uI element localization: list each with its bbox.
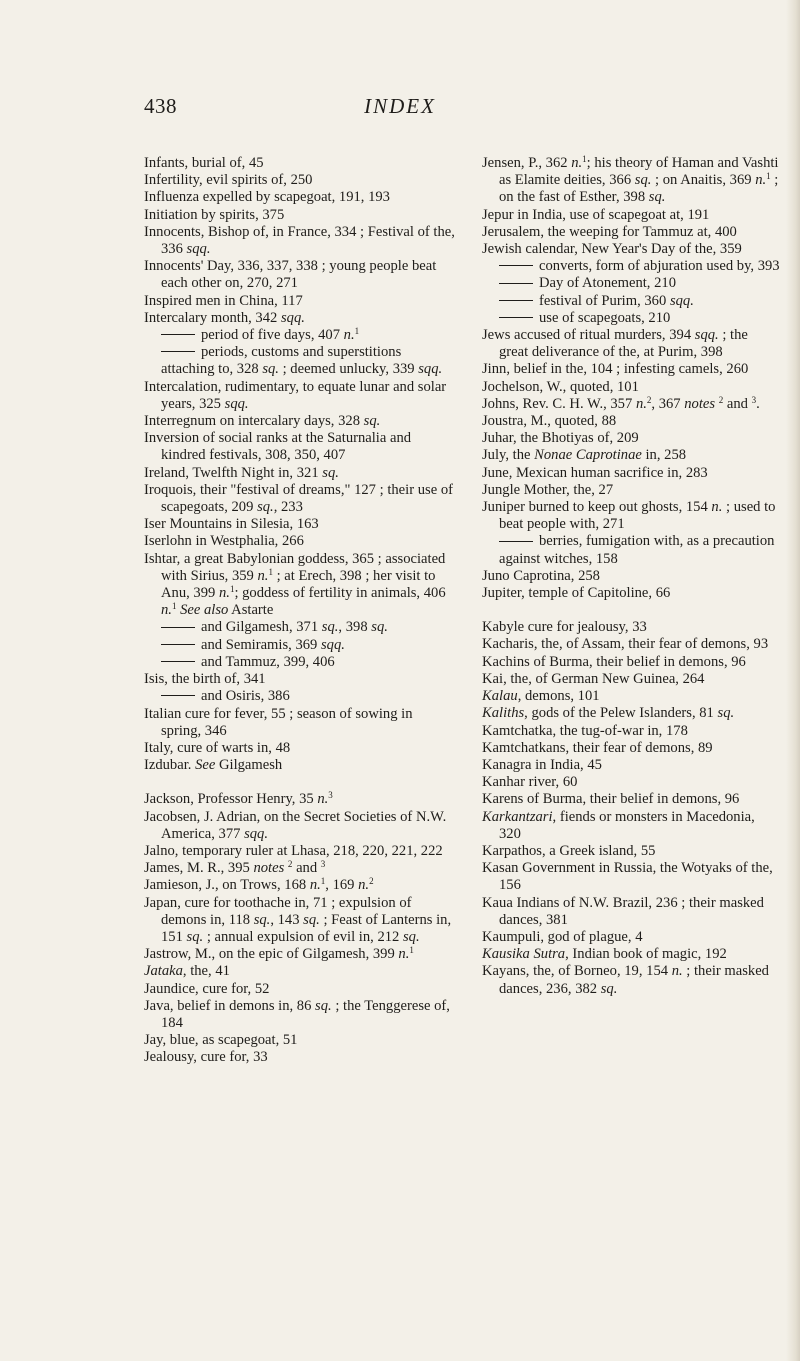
- index-entry: Italian cure for fever, 55 ; season of sowing in spring, 346: [144, 705, 413, 739]
- index-entry: Joustra, M., quoted, 88: [482, 413, 617, 430]
- index-entry: Jastrow, M., on the epic of Gilgamesh, 399 n.$^1$: [144, 945, 414, 963]
- index-subentry: festival of Purim, 360 sqq.: [482, 293, 780, 310]
- index-entry: July, the Nonae Caprotinae in, 258: [482, 447, 687, 464]
- index-entry: Kachins of Burma, their belief in demons, 96: [482, 653, 746, 670]
- index-entry: Kabyle cure for jealousy, 33: [482, 619, 647, 636]
- index-entry: Karpathos, a Greek island, 55: [482, 842, 656, 859]
- repeat-dash: [499, 541, 533, 542]
- index-entry: Infants, burial of, 45: [144, 155, 264, 171]
- repeat-dash: [161, 627, 195, 628]
- index-entry: Izdubar. See Gilgamesh: [144, 757, 283, 774]
- index-entry: Kacharis, the, of Assam, their fear of demons, 93: [482, 636, 769, 653]
- index-entry: Iserlohn in Westphalia, 266: [144, 533, 304, 550]
- index-entry: Kasan Government in Russia, the Wotyaks of the, 156: [482, 860, 773, 894]
- repeat-dash: [499, 265, 533, 266]
- index-entry: Jaundice, cure for, 52: [144, 980, 270, 997]
- index-entry: Kaumpuli, god of plague, 4: [482, 928, 643, 945]
- repeat-dash: [161, 334, 195, 335]
- repeat-dash: [161, 695, 195, 696]
- index-entry: Jinn, belief in the, 104 ; infesting camels, 260: [482, 361, 749, 378]
- index-entry: Initiation by spirits, 375: [144, 206, 285, 223]
- index-entry: Intercalary month, 342 sqq.: [144, 309, 305, 326]
- letter-section-gap: [482, 602, 780, 619]
- index-entry: Kalau, demons, 101: [482, 688, 600, 705]
- index-entry: Kamtchatka, the tug-of-war in, 178: [482, 722, 688, 739]
- index-entry: Iroquois, their "festival of dreams," 127 ; their use of scapegoats, 209 sq., 233: [144, 481, 453, 516]
- index-entry: Isis, the birth of, 341: [144, 671, 266, 688]
- index-subentry: converts, form of abjuration used by, 393: [482, 258, 780, 275]
- index-entry: Juniper burned to keep out ghosts, 154 n. ; used to beat people with, 271: [482, 499, 776, 533]
- index-entry: James, M. R., 395 notes $^2$ and $^3$: [144, 859, 326, 877]
- index-entry: Kamtchatkans, their fear of demons, 89: [482, 739, 713, 756]
- index-entry: Jataka, the, 41: [144, 963, 230, 980]
- index-entry: Inversion of social ranks at the Saturnalia and kindred festivals, 308, 350, 407: [144, 430, 412, 464]
- index-entry: Jewish calendar, New Year's Day of the, 359: [482, 241, 742, 258]
- index-entry: Innocents, Bishop of, in France, 334 ; Festival of the, 336 sqq.: [144, 223, 455, 258]
- index-entry: Kayans, the, of Borneo, 19, 154 n. ; their masked dances, 236, 382 sq.: [482, 963, 769, 997]
- index-subentry: periods, customs and superstitions attaching to, 328 sq. ; deemed unlucky, 339 sqq.: [161, 344, 443, 378]
- index-entry: Jupiter, temple of Capitoline, 66: [482, 585, 671, 602]
- index-entry: Jungle Mother, the, 27: [482, 481, 614, 498]
- index-subentry: use of scapegoats, 210: [482, 310, 780, 327]
- repeat-dash: [499, 317, 533, 318]
- index-entry: Japan, cure for toothache in, 71 ; expulsion of demons in, 118 sq., 143 sq. ; Feast of Lanterns in, 151 sq. ; annual expulsion of evil in, 212 sq.: [144, 894, 452, 945]
- index-entry: Kaliths, gods of the Pelew Islanders, 81 sq.: [482, 705, 735, 722]
- index-entry: Kai, the, of German New Guinea, 264: [482, 670, 705, 687]
- index-entry: Karens of Burma, their belief in demons, 96: [482, 791, 740, 808]
- index-subentry: Day of Atonement, 210: [482, 275, 780, 292]
- index-subentry: and Gilgamesh, 371 sq., 398 sq.: [144, 619, 456, 636]
- index-entry: Jews accused of ritual murders, 394 sqq. ; the great deliverance of the, at Purim, 398: [482, 327, 748, 361]
- index-entry: Italy, cure of warts in, 48: [144, 739, 291, 756]
- index-column-left: [144, 155, 456, 1067]
- repeat-dash: [161, 644, 195, 645]
- index-entry: Jamieson, J., on Trows, 168 n.$^1$, 169 n.$^2$: [144, 876, 374, 894]
- index-entry: Kanhar river, 60: [482, 774, 578, 791]
- repeat-dash: [161, 661, 195, 662]
- repeat-dash: [499, 283, 533, 284]
- index-entry: Jerusalem, the weeping for Tammuz at, 400: [482, 223, 737, 240]
- index-entry: Ishtar, a great Babylonian goddess, 365 ; associated with Sirius, 359 n.$^1$ ; at Erech, 398 ; her visit to Anu, 399 n.$^1$; goddess of fertility in animals, 406 n.$^1$ See also Astarte: [144, 550, 446, 619]
- index-entry: Kanagra in India, 45: [482, 756, 602, 773]
- index-entry: Infertility, evil spirits of, 250: [144, 172, 313, 189]
- index-entry: Juhar, the Bhotiyas of, 209: [482, 430, 639, 447]
- page-edge-shadow: [786, 0, 800, 1361]
- index-entry: Karkantzari, fiends or monsters in Macedonia, 320: [482, 808, 755, 842]
- index-entry: Ireland, Twelfth Night in, 321 sq.: [144, 464, 339, 481]
- index-entry: Jealousy, cure for, 33: [144, 1049, 268, 1066]
- index-subentry: period of five days, 407 n.$^1$: [144, 327, 456, 344]
- index-entry: Kausika Sutra, Indian book of magic, 192: [482, 946, 727, 963]
- index-entry: June, Mexican human sacrifice in, 283: [482, 464, 708, 481]
- index-entry: Jepur in India, use of scapegoat at, 191: [482, 206, 710, 223]
- repeat-dash: [161, 351, 195, 352]
- running-head: [0, 94, 800, 124]
- index-entry: Kaua Indians of N.W. Brazil, 236 ; their masked dances, 381: [482, 894, 764, 928]
- index-subentry: berries, fumigation with, as a precaution against witches, 158: [499, 533, 775, 567]
- index-entry: Innocents' Day, 336, 337, 338 ; young people beat each other on, 270, 271: [144, 258, 437, 292]
- index-entry: Iser Mountains in Silesia, 163: [144, 516, 319, 533]
- index-subentry: and Semiramis, 369 sqq.: [144, 637, 456, 654]
- page-title: INDEX: [364, 94, 436, 118]
- index-entry: Intercalation, rudimentary, to equate lunar and solar years, 325 sqq.: [144, 378, 447, 412]
- page-number: 438: [144, 94, 177, 118]
- index-entry: Jochelson, W., quoted, 101: [482, 378, 639, 395]
- index-entry: Jacobsen, J. Adrian, on the Secret Societies of N.W. America, 377 sqq.: [144, 808, 447, 842]
- index-entry: Jay, blue, as scapegoat, 51: [144, 1032, 298, 1049]
- index-entry: Jensen, P., 362 n.$^1$; his theory of Haman and Vashti as Elamite deities, 366 sq. ; on Anaitis, 369 n.$^1$ ; on the fast of Esther, 398 sq.: [482, 154, 779, 206]
- index-entry: Interregnum on intercalary days, 328 sq.: [144, 413, 381, 430]
- index-entry: Java, belief in demons in, 86 sq. ; the Tenggerese of, 184: [144, 997, 450, 1031]
- index-entry: Influenza expelled by scapegoat, 191, 193: [144, 189, 390, 206]
- index-column-right: [482, 155, 780, 998]
- index-subentry: and Osiris, 386: [144, 688, 456, 705]
- index-entry: Jalno, temporary ruler at Lhasa, 218, 220, 221, 222: [144, 842, 443, 859]
- index-subentry: and Tammuz, 399, 406: [144, 654, 456, 671]
- index-entry: Juno Caprotina, 258: [482, 567, 600, 584]
- index-entry: Johns, Rev. C. H. W., 357 n.$^2$, 367 notes $^2$ and $^3$.: [482, 394, 760, 412]
- repeat-dash: [499, 300, 533, 301]
- index-entry: Inspired men in China, 117: [144, 292, 303, 309]
- index-entry: Jackson, Professor Henry, 35 n.$^3$: [144, 790, 333, 808]
- letter-section-gap: [144, 774, 456, 791]
